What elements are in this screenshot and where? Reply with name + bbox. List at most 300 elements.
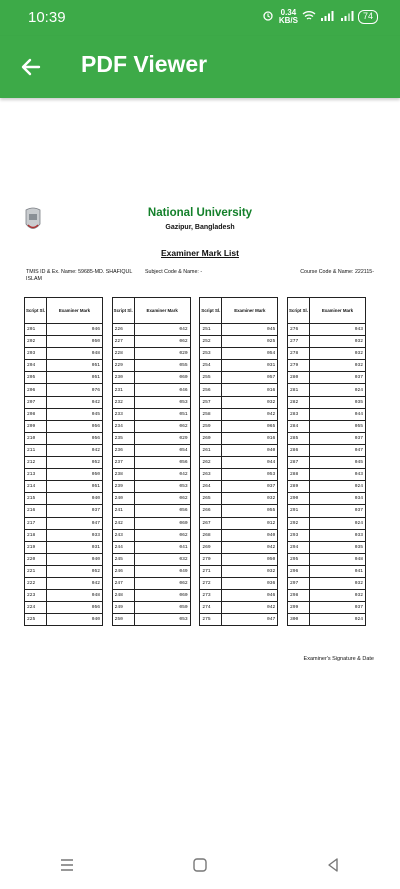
script-sl-cell: 267 (200, 517, 222, 529)
table-row (287, 529, 365, 541)
script-sl-cell: 261 (200, 444, 222, 456)
script-sl-cell: 205 (25, 372, 47, 384)
table-row (25, 384, 103, 396)
script-sl-cell: 233 (112, 408, 134, 420)
examiner-mark-cell: 056 (47, 432, 103, 444)
table-row (25, 396, 103, 408)
examiner-mark-cell: 045 (47, 408, 103, 420)
table-row (200, 529, 278, 541)
examiner-mark-cell: 048 (47, 348, 103, 360)
table-row (200, 602, 278, 614)
table-row (112, 481, 190, 493)
script-sl-cell: 273 (200, 590, 222, 602)
script-sl-cell: 254 (200, 360, 222, 372)
table-row (112, 432, 190, 444)
script-sl-cell: 256 (200, 384, 222, 396)
examiner-mark-cell: 052 (47, 565, 103, 577)
script-sl-cell: 210 (25, 432, 47, 444)
examiner-mark-cell: 055 (134, 360, 190, 372)
examiner-mark-cell: 051 (47, 481, 103, 493)
table-row (200, 420, 278, 432)
script-sl-cell: 292 (287, 517, 309, 529)
table-row (287, 565, 365, 577)
column-header-script-sl: Script Sl. (112, 298, 134, 324)
script-sl-cell: 239 (112, 481, 134, 493)
column-header-examiner-mark: Examiner Mark (309, 298, 365, 324)
table-row (287, 348, 365, 360)
table-row (287, 541, 365, 553)
script-sl-cell: 300 (287, 614, 309, 626)
table-row (112, 408, 190, 420)
table-row (200, 505, 278, 517)
recents-button[interactable] (47, 845, 87, 885)
script-sl-cell: 258 (200, 408, 222, 420)
table-row (112, 614, 190, 626)
examiner-mark-cell: 048 (47, 590, 103, 602)
examiner-mark-cell: 050 (134, 602, 190, 614)
network-speed-value: 0.34 (280, 8, 297, 17)
examiner-mark-cell: 032 (309, 336, 365, 348)
table-row (287, 396, 365, 408)
arrow-back-icon (16, 52, 46, 82)
table-row (25, 457, 103, 469)
table-row (287, 614, 365, 626)
table-row (200, 517, 278, 529)
script-sl-cell: 298 (287, 590, 309, 602)
script-sl-cell: 215 (25, 493, 47, 505)
script-sl-cell: 257 (200, 396, 222, 408)
script-sl-cell: 291 (287, 505, 309, 517)
examiner-mark-cell: 054 (222, 348, 278, 360)
script-sl-cell: 220 (25, 553, 47, 565)
script-sl-cell: 218 (25, 529, 47, 541)
table-row (287, 493, 365, 505)
table-row (25, 517, 103, 529)
table-row (200, 614, 278, 626)
script-sl-cell: 289 (287, 481, 309, 493)
examiner-mark-cell: 042 (222, 408, 278, 420)
table-header-row (287, 298, 365, 324)
script-sl-cell: 216 (25, 505, 47, 517)
script-sl-cell: 269 (200, 541, 222, 553)
table-row (112, 529, 190, 541)
table-row (200, 336, 278, 348)
examiner-mark-cell: 032 (309, 590, 365, 602)
script-sl-cell: 209 (25, 420, 47, 432)
script-sl-cell: 252 (200, 336, 222, 348)
script-sl-cell: 225 (25, 614, 47, 626)
script-sl-cell: 260 (200, 432, 222, 444)
script-sl-cell: 279 (287, 360, 309, 372)
table-row (25, 602, 103, 614)
script-sl-cell: 270 (200, 553, 222, 565)
script-sl-cell: 249 (112, 602, 134, 614)
examiner-info: TMIS ID & Ex. Name: 59685-MD. SHAFIQUL ISLAM (26, 269, 133, 282)
examiner-mark-cell: 050 (222, 553, 278, 565)
examiner-mark-cell: 047 (47, 517, 103, 529)
table-row (200, 432, 278, 444)
examiner-mark-cell: 051 (47, 372, 103, 384)
script-sl-cell: 277 (287, 336, 309, 348)
examiner-mark-cell: 041 (134, 541, 190, 553)
script-sl-cell: 221 (25, 565, 47, 577)
examiner-mark-cell: 035 (309, 541, 365, 553)
table-row (112, 336, 190, 348)
examiner-mark-cell: 029 (134, 432, 190, 444)
table-row (287, 372, 365, 384)
examiner-mark-cell: 032 (309, 577, 365, 589)
home-button[interactable] (180, 845, 220, 885)
table-row (25, 577, 103, 589)
table-row (25, 481, 103, 493)
table-row (112, 517, 190, 529)
table-row (112, 348, 190, 360)
back-button[interactable] (16, 52, 46, 82)
script-sl-cell: 248 (112, 590, 134, 602)
signal-icon (320, 10, 336, 25)
network-speed (279, 9, 298, 25)
script-sl-cell: 231 (112, 384, 134, 396)
script-sl-cell: 201 (25, 324, 47, 336)
examiner-mark-cell: 060 (134, 372, 190, 384)
examiner-mark-cell: 031 (222, 360, 278, 372)
examiner-mark-cell: 042 (47, 396, 103, 408)
script-sl-cell: 294 (287, 541, 309, 553)
signature-label: Examiner's Signature & Date (303, 656, 374, 662)
examiner-mark-cell: 062 (134, 529, 190, 541)
examiner-mark-cell: 051 (47, 360, 103, 372)
table-row (200, 360, 278, 372)
column-header-script-sl: Script Sl. (200, 298, 222, 324)
examiner-mark-cell: 076 (47, 384, 103, 396)
examiner-mark-cell: 044 (222, 457, 278, 469)
examiner-mark-cell: 040 (47, 614, 103, 626)
examiner-mark-cell: 042 (222, 541, 278, 553)
examiner-mark-cell: 043 (309, 469, 365, 481)
status-time: 10:39 (28, 9, 66, 26)
script-sl-cell: 264 (200, 481, 222, 493)
examiner-mark-cell: 034 (309, 493, 365, 505)
table-row (112, 360, 190, 372)
script-sl-cell: 259 (200, 420, 222, 432)
examiner-mark-cell: 037 (222, 481, 278, 493)
column-header-examiner-mark: Examiner Mark (47, 298, 103, 324)
examiner-mark-cell: 062 (134, 336, 190, 348)
script-sl-cell: 296 (287, 565, 309, 577)
page-title: PDF Viewer (81, 51, 208, 77)
course-info: Course Code & Name: 222115- (300, 269, 374, 275)
table-row (112, 590, 190, 602)
examiner-mark-cell: 047 (309, 444, 365, 456)
examiner-mark-cell: 024 (309, 614, 365, 626)
examiner-mark-cell: 045 (222, 324, 278, 336)
examiner-mark-cell: 016 (222, 384, 278, 396)
table-row (112, 602, 190, 614)
script-sl-cell: 224 (25, 602, 47, 614)
back-nav-button[interactable] (313, 845, 353, 885)
script-sl-cell: 276 (287, 324, 309, 336)
table-row (287, 360, 365, 372)
examiner-mark-cell: 056 (47, 602, 103, 614)
table-row (287, 444, 365, 456)
table-row (112, 553, 190, 565)
examiner-mark-cell: 024 (309, 517, 365, 529)
table-row (25, 614, 103, 626)
table-row (25, 590, 103, 602)
script-sl-cell: 285 (287, 432, 309, 444)
table-row (287, 553, 365, 565)
examiner-mark-cell: 055 (309, 420, 365, 432)
script-sl-cell: 274 (200, 602, 222, 614)
table-row (25, 372, 103, 384)
script-sl-cell: 241 (112, 505, 134, 517)
script-sl-cell: 288 (287, 469, 309, 481)
script-sl-cell: 246 (112, 565, 134, 577)
table-row (25, 432, 103, 444)
examiner-mark-cell: 062 (134, 493, 190, 505)
table-row (112, 444, 190, 456)
table-row (25, 336, 103, 348)
examiner-mark-cell: 040 (47, 553, 103, 565)
script-sl-cell: 230 (112, 372, 134, 384)
table-row (200, 577, 278, 589)
table-row (25, 505, 103, 517)
table-row (287, 577, 365, 589)
script-sl-cell: 232 (112, 396, 134, 408)
script-sl-cell: 207 (25, 396, 47, 408)
table-row (200, 565, 278, 577)
script-sl-cell: 214 (25, 481, 47, 493)
examiner-mark-cell: 020 (134, 348, 190, 360)
script-sl-cell: 223 (25, 590, 47, 602)
script-sl-cell: 213 (25, 469, 47, 481)
script-sl-cell: 278 (287, 348, 309, 360)
examiner-mark-cell: 060 (134, 517, 190, 529)
script-sl-cell: 299 (287, 602, 309, 614)
script-sl-cell: 262 (200, 457, 222, 469)
column-header-examiner-mark: Examiner Mark (134, 298, 190, 324)
table-row (112, 505, 190, 517)
script-sl-cell: 229 (112, 360, 134, 372)
script-sl-cell: 265 (200, 493, 222, 505)
examiner-mark-cell: 035 (309, 396, 365, 408)
script-sl-cell: 287 (287, 457, 309, 469)
table-row (112, 396, 190, 408)
examiner-mark-cell: 036 (222, 577, 278, 589)
examiner-mark-cell: 024 (309, 481, 365, 493)
examiner-mark-cell: 052 (47, 457, 103, 469)
script-sl-cell: 208 (25, 408, 47, 420)
table-row (112, 565, 190, 577)
subject-info: Subject Code & Name: - (145, 269, 203, 275)
battery-icon: 74 (358, 10, 378, 24)
table-row (200, 553, 278, 565)
examiner-mark-cell: 051 (134, 408, 190, 420)
examiner-mark-cell: 060 (134, 590, 190, 602)
table-row (25, 565, 103, 577)
table-row (200, 444, 278, 456)
script-sl-cell: 272 (200, 577, 222, 589)
mark-table (112, 297, 191, 626)
table-row (25, 420, 103, 432)
table-row (25, 469, 103, 481)
examiner-mark-cell: 065 (222, 420, 278, 432)
script-sl-cell: 284 (287, 420, 309, 432)
examiner-mark-cell: 032 (134, 553, 190, 565)
back-triangle-icon (325, 857, 341, 873)
script-sl-cell: 283 (287, 408, 309, 420)
examiner-mark-cell: 042 (134, 469, 190, 481)
table-row (287, 408, 365, 420)
table-row (25, 541, 103, 553)
script-sl-cell: 217 (25, 517, 47, 529)
table-row (200, 457, 278, 469)
table-row (287, 457, 365, 469)
table-row (287, 505, 365, 517)
status-bar (0, 0, 400, 36)
script-sl-cell: 238 (112, 469, 134, 481)
examiner-mark-cell: 055 (222, 505, 278, 517)
examiner-mark-cell: 047 (222, 614, 278, 626)
examiner-mark-cell: 062 (134, 420, 190, 432)
table-row (287, 590, 365, 602)
examiner-mark-cell: 045 (309, 457, 365, 469)
examiner-mark-cell: 056 (47, 420, 103, 432)
examiner-mark-cell: 016 (222, 432, 278, 444)
table-row (287, 384, 365, 396)
table-row (112, 457, 190, 469)
script-sl-cell: 266 (200, 505, 222, 517)
examiner-mark-cell: 050 (47, 469, 103, 481)
table-row (200, 481, 278, 493)
table-row (200, 408, 278, 420)
script-sl-cell: 280 (287, 372, 309, 384)
examiner-mark-cell: 032 (309, 360, 365, 372)
script-sl-cell: 222 (25, 577, 47, 589)
examiner-mark-cell: 025 (222, 336, 278, 348)
table-row (112, 324, 190, 336)
examiner-mark-cell: 040 (222, 529, 278, 541)
examiner-mark-cell: 050 (47, 336, 103, 348)
table-row (200, 348, 278, 360)
table-row (287, 336, 365, 348)
script-sl-cell: 236 (112, 444, 134, 456)
signal-2-icon (340, 10, 354, 25)
document-heading: Examiner Mark List (161, 248, 239, 258)
script-sl-cell: 268 (200, 529, 222, 541)
script-sl-cell: 286 (287, 444, 309, 456)
examiner-mark-cell: 033 (309, 529, 365, 541)
document-subtitle: Gazipur, Bangladesh (165, 224, 235, 231)
examiner-mark-cell: 042 (47, 577, 103, 589)
script-sl-cell: 237 (112, 457, 134, 469)
alarm-icon (261, 10, 275, 25)
pdf-page[interactable] (20, 200, 380, 680)
script-sl-cell: 253 (200, 348, 222, 360)
examiner-mark-cell: 046 (222, 590, 278, 602)
examiner-mark-cell: 042 (47, 444, 103, 456)
table-row (287, 420, 365, 432)
script-sl-cell: 271 (200, 565, 222, 577)
table-row (25, 324, 103, 336)
table-row (200, 324, 278, 336)
examiner-mark-cell: 042 (222, 602, 278, 614)
examiner-mark-cell: 046 (47, 324, 103, 336)
examiner-mark-cell: 053 (222, 469, 278, 481)
examiner-mark-cell: 037 (309, 602, 365, 614)
column-header-script-sl: Script Sl. (25, 298, 47, 324)
examiner-mark-cell: 040 (222, 444, 278, 456)
script-sl-cell: 203 (25, 348, 47, 360)
table-header-row (200, 298, 278, 324)
table-row (200, 372, 278, 384)
table-row (112, 577, 190, 589)
script-sl-cell: 204 (25, 360, 47, 372)
script-sl-cell: 250 (112, 614, 134, 626)
table-row (200, 384, 278, 396)
table-row (287, 432, 365, 444)
mark-table (199, 297, 278, 626)
table-row (287, 602, 365, 614)
examiner-mark-cell: 042 (134, 324, 190, 336)
script-sl-cell: 202 (25, 336, 47, 348)
script-sl-cell: 281 (287, 384, 309, 396)
examiner-mark-cell: 048 (309, 553, 365, 565)
script-sl-cell: 293 (287, 529, 309, 541)
script-sl-cell: 240 (112, 493, 134, 505)
examiner-mark-cell: 032 (222, 396, 278, 408)
status-icons (261, 9, 378, 25)
mark-tables (24, 297, 366, 626)
examiner-mark-cell: 053 (134, 481, 190, 493)
examiner-mark-cell: 053 (134, 396, 190, 408)
examiner-mark-cell: 037 (47, 505, 103, 517)
examiner-mark-cell: 032 (222, 493, 278, 505)
recents-icon (59, 858, 75, 872)
table-row (112, 493, 190, 505)
table-header-row (112, 298, 190, 324)
table-row (25, 529, 103, 541)
table-row (25, 360, 103, 372)
table-row (112, 372, 190, 384)
app-bar (0, 36, 400, 98)
script-sl-cell: 242 (112, 517, 134, 529)
script-sl-cell: 251 (200, 324, 222, 336)
examiner-mark-cell: 049 (134, 565, 190, 577)
table-row (112, 384, 190, 396)
script-sl-cell: 297 (287, 577, 309, 589)
table-row (200, 590, 278, 602)
script-sl-cell: 247 (112, 577, 134, 589)
script-sl-cell: 245 (112, 553, 134, 565)
table-row (112, 469, 190, 481)
table-row (200, 541, 278, 553)
examiner-mark-cell: 037 (309, 505, 365, 517)
table-row (200, 469, 278, 481)
examiner-mark-cell: 037 (309, 432, 365, 444)
examiner-mark-cell: 046 (134, 384, 190, 396)
table-row (112, 541, 190, 553)
examiner-mark-cell: 056 (134, 505, 190, 517)
examiner-mark-cell: 032 (309, 348, 365, 360)
script-sl-cell: 290 (287, 493, 309, 505)
script-sl-cell: 206 (25, 384, 47, 396)
examiner-mark-cell: 053 (134, 614, 190, 626)
examiner-mark-cell: 056 (134, 457, 190, 469)
script-sl-cell: 211 (25, 444, 47, 456)
examiner-mark-cell: 044 (309, 408, 365, 420)
script-sl-cell: 243 (112, 529, 134, 541)
